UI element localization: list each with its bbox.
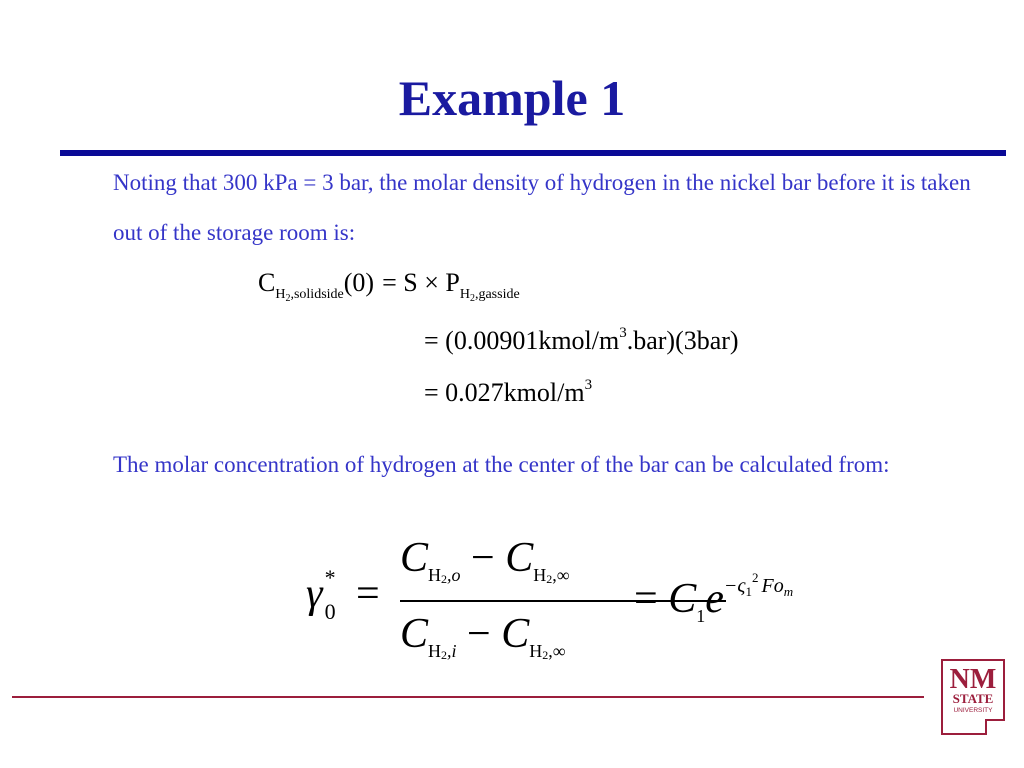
den-sub1-2: 2 [441,648,448,662]
exp-sub: 1 [745,584,752,599]
num-sub1-2: 2 [441,572,448,586]
num-sub1-o: ,o [447,565,461,585]
rhs-c-sub: 1 [696,606,706,626]
eq3-a: = 0.027kmol/m [424,378,585,407]
rhs-e: e [705,576,724,622]
num-sub2-h: H [533,565,547,585]
title-underline [60,150,1006,156]
eq1-rhs-sub-rest: ,gasside [474,287,520,302]
eq1-rhs-sub [460,287,520,302]
eq1-rhs: = S × P [382,268,460,297]
num-sub2-2: 2 [546,572,553,586]
den-sub1 [428,641,457,661]
equation-line-1 [258,268,520,304]
fraction-denominator [400,610,566,663]
equation-line-2 [424,325,739,356]
eq2-b: .bar)(3bar) [626,326,739,355]
eq2-sup: 3 [619,325,627,341]
eq1-lhs-sub-rest: ,solidside [290,287,344,302]
gamma-sup: * [324,565,336,590]
eq1-rhs-sub-2: 2 [469,293,475,304]
num-sub1-h: H [428,565,442,585]
fraction-numerator [400,534,570,587]
eq1-lhs-arg: (0) [343,268,375,297]
den-c2: C [501,611,530,657]
den-sub1-i: ,i [447,641,457,661]
num-minus: − [460,535,506,581]
exp-fo: Fo [761,575,784,597]
num-c2: C [505,535,534,581]
paragraph-intro: Noting that 300 kPa = 3 bar, the molar density of hydrogen in the nickel bar before it is taken out of the storage room is: [113,170,971,245]
den-c1: C [400,611,429,657]
logo-university: UNIVERSITY [953,707,993,714]
exp-fo-sub: m [783,584,794,599]
den-sub1-h: H [428,641,442,661]
exp-minus-varsigma: −ς [723,575,746,597]
num-sub2-inf: ,∞ [552,565,570,585]
den-sub2-h: H [529,641,543,661]
equation-gamma [300,534,860,669]
eq3-sup: 3 [584,377,593,393]
footer-rule [12,696,924,698]
gamma-symbol [306,565,336,624]
eq1-rhs-sub-h: H [459,287,470,302]
eq2-a: = (0.00901kmol/m [424,326,620,355]
equals-1: = [356,571,380,617]
paragraph-center: The molar concentration of hydrogen at the center of the bar can be calculated from: [113,452,890,477]
den-sub2-2: 2 [542,648,549,662]
den-sub2-inf: ,∞ [548,641,566,661]
num-sub1 [428,565,461,585]
den-sub2 [529,641,565,661]
logo-nm: NM [949,664,997,695]
exp-sup: 2 [751,570,759,585]
gamma-sub: 0 [324,599,336,624]
eq1-lhs-sub-h: H [275,287,286,302]
rhs-expression [634,570,793,627]
den-minus: − [456,611,502,657]
gamma-letter: γ [306,571,323,617]
rhs-c: C [668,576,697,622]
exponent [723,570,794,599]
slide-title: Example 1 [398,70,626,126]
nmsu-logo [940,658,1006,736]
equation-line-3 [424,377,592,408]
eq1-lhs-sub [275,287,343,302]
num-sub2 [533,565,569,585]
equals-2: = [634,576,658,622]
eq1-lhs-c: C [258,268,276,297]
num-c1: C [400,535,429,581]
logo-state: STATE [952,691,994,706]
eq1-lhs-sub-2: 2 [285,293,291,304]
